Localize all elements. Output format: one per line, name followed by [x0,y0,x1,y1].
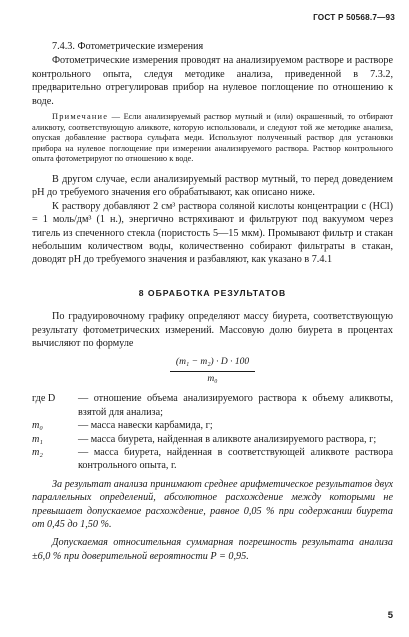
variable-definitions [32,392,393,472]
definition-text: — масса биурета, найденная в соответствующей аликвоте раствора контрольного опыта, г. [78,446,393,472]
standard-header: ГОСТ Р 50568.7—93 [313,13,395,22]
hcl-paragraph: К раствору добавляют 2 см³ раствора соляной кислоты концентрации c (HCl) = 1 моль/дм³ (1 н.), энергично встряхивают и фильтруют под вакуумом через тигель из спеченного стекла (пористость 5—15 мкм). Промывают фильтр и стакан небольшим количеством воды, количественно собирают фильтраты в стакан, доводят pH до требуемого значения и разбавляют, как указано в 7.4.1 [32,200,393,266]
definition-text: — отношение объема анализируемого раствора к объему аликвоты, взятой для анализа; [78,393,393,418]
final-paragraph-2: Допускаемая относительная суммарная погрешность результата анализа ±6,0 % при доверительной вероятности P = 0,95. [32,537,393,562]
section-heading: 8 ОБРАБОТКА РЕЗУЛЬТАТОВ [138,287,287,298]
formula-denominator: m₀ [207,373,218,384]
definition-text: — масса навески карбамида, г; [78,420,213,432]
definition-symbol: m₁ [32,433,43,445]
definition-row [32,392,393,419]
definition-text: — масса биурета, найденная в аликвоте анализируемого раствора, г; [78,433,377,445]
page-number: 5 [387,610,393,621]
note-text: — Если анализируемый раствор мутный и (или) окрашенный, то отбирают аликвоту, соответствующую аликвоте, которую использовали, и следуют той же методике анализа, опуская добавление раствора сульфата меди. Используют полученный раствор для установки прибора на нулевое поглощение при измерении анализируемого раствора. Раствор контрольного опыта фотометрируют по отношению к воде. [32,112,393,164]
definition-row [32,419,393,432]
turbid-paragraph: В другом случае, если анализируемый раствор мутный, то перед доведением pH до требуемого значения его обрабатывают, как описано ниже. [32,174,393,199]
results-paragraph: По градуировочному графику определяют массу биурета, соответствующую результату фотометрических измерений. Массовую долю биурета в процентах вычисляют по формуле [32,311,393,350]
document-body [32,40,393,563]
definition-row [32,433,393,446]
definition-symbol: m₀ [32,420,43,432]
definition-row [32,446,393,473]
photometry-paragraph: Фотометрические измерения проводят на анализируемом растворе и растворе контрольного опыта, следуя методике анализа, приведенной в 7.3.2, предварительно отрегулировав прибор на нулевое поглощение по отношению к воде. [32,55,393,107]
definition-symbol: m₂ [32,446,43,458]
formula-numerator: (m₁ − m₂) · D · 100 [170,356,255,371]
formula [32,356,393,386]
note-label: Примечание [52,112,109,122]
final-paragraph-1: За результат анализа принимают среднее арифметическое результатов двух параллельных определений, абсолютное расхождение между которыми не превышает допускаемое расхождение, равное 0,05 % при содержании биурета от 0,45 до 1,50 %. [32,478,393,530]
subsection-heading: 7.4.3. Фотометрические измерения [52,41,204,52]
note [32,112,393,165]
definition-symbol: где D [32,393,56,405]
